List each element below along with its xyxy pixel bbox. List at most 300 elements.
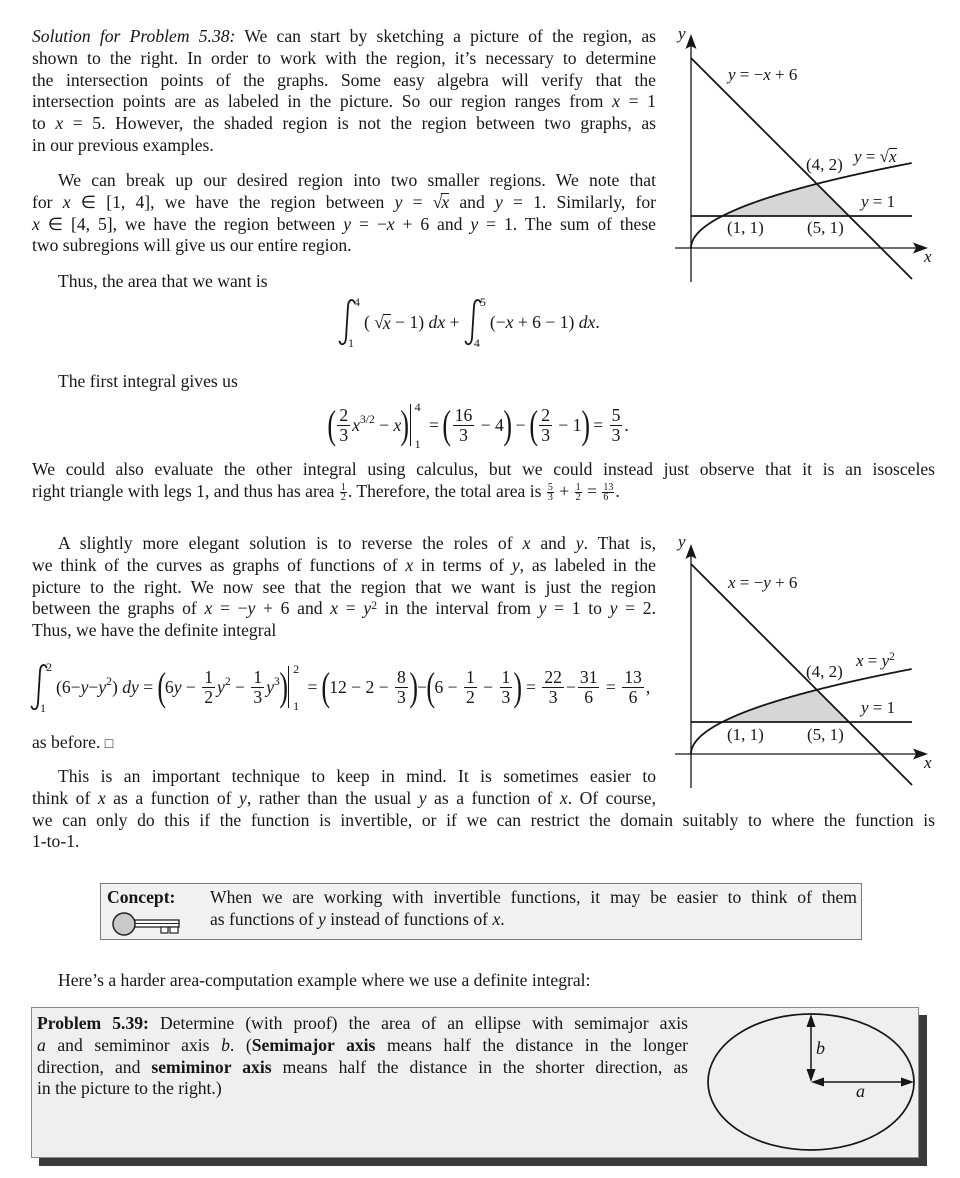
text-line: [32, 70, 656, 92]
differential: dx: [428, 311, 446, 332]
denominator: 3: [501, 686, 511, 707]
text-run: .: [500, 908, 505, 929]
upper-limit: 2: [46, 660, 52, 674]
text-run: as a function of: [426, 787, 560, 808]
point-label-1-1: (1, 1): [727, 218, 764, 237]
arrowhead-right: [901, 1078, 914, 1087]
numerator: 2: [541, 404, 551, 425]
denominator: 6: [603, 492, 609, 504]
math-variable: a: [37, 1034, 46, 1055]
math-variable: y: [609, 598, 618, 619]
paren: ): [580, 402, 590, 447]
math-variable: y: [511, 554, 520, 575]
math-run: −: [374, 414, 394, 435]
text-line: [32, 533, 656, 555]
math-run: =: [588, 414, 608, 435]
math-run: − 1: [554, 414, 582, 435]
line-label: [728, 65, 797, 85]
text-line: [32, 766, 656, 788]
text-run: = 1. The sum of these: [478, 213, 656, 234]
qed-square-icon: □: [104, 737, 114, 752]
text-run: to: [32, 113, 56, 134]
paren: ): [409, 664, 418, 709]
math-run: −: [565, 676, 576, 697]
text-run: in the interval from: [377, 598, 539, 619]
math-variable: x: [393, 414, 402, 435]
math-variable: x: [386, 213, 395, 234]
problem-heading: Problem 5.39:: [37, 1013, 149, 1033]
math-variable: y: [217, 676, 225, 697]
text-line: [32, 26, 656, 48]
equation-area-integrals: [338, 295, 600, 350]
text-run: = 1: [868, 698, 896, 717]
denominator: 3: [339, 424, 349, 445]
math-variable: x: [559, 787, 568, 808]
numerator: 1: [253, 666, 263, 687]
math-run: −: [417, 676, 428, 697]
text-run: + 6 and: [394, 213, 471, 234]
text-run: = 1: [619, 91, 656, 112]
math-variable: x: [352, 414, 360, 435]
math-run: (6−: [56, 676, 81, 697]
evaluation-bar: [287, 662, 303, 713]
math-run: .: [624, 414, 629, 435]
math-variable: y: [343, 213, 352, 234]
concept-text: [210, 887, 857, 931]
text-line: [210, 909, 857, 931]
denominator: 3: [611, 424, 621, 445]
text-line: [32, 598, 656, 620]
fraction: [202, 668, 215, 707]
problem-text: [37, 1013, 688, 1100]
math-variable: y: [266, 676, 274, 697]
math-run: −: [88, 676, 99, 697]
paren: (: [327, 402, 336, 447]
math-run: +: [445, 311, 464, 332]
x-axis-label: x: [924, 247, 932, 266]
math-run: ,: [645, 676, 651, 697]
text-run: ∈ [1, 4], we have the region between: [70, 191, 395, 212]
text-run: we can only do this if the function is invertible, or if we can restrict the domain suitably to where the function is: [32, 809, 935, 830]
math-variable: x: [728, 573, 736, 592]
math-variable: x: [856, 651, 864, 670]
math-variable: x: [505, 311, 514, 332]
text-run: right triangle with legs 1, and thus has area: [32, 480, 339, 501]
text-run: direction, and: [37, 1056, 152, 1077]
fraction: [578, 668, 600, 707]
numerator: 13: [624, 666, 642, 687]
text-run: picture to the right. We now see that the region that we want is just the region: [32, 576, 656, 597]
fraction: [340, 483, 347, 502]
evaluation-bar: [409, 400, 425, 451]
math-variable: y: [418, 787, 427, 808]
text-run: instead of functions of: [325, 908, 493, 929]
denominator: 3: [253, 686, 263, 707]
exponent: 2: [371, 598, 378, 612]
paragraph-triangle-area: [32, 459, 935, 503]
text-run: = 1 to: [546, 598, 610, 619]
integral: [338, 295, 364, 350]
text-line: [32, 48, 656, 70]
text-run: +: [554, 480, 574, 501]
math-variable: x: [382, 312, 391, 333]
text-line: [32, 113, 656, 135]
denominator: 2: [465, 686, 475, 707]
text-run: 1-to-1.: [32, 831, 80, 852]
bar-line: [288, 666, 289, 708]
text-run: as a function of: [105, 787, 239, 808]
denominator: 6: [628, 686, 638, 707]
text-run: = 1: [868, 192, 896, 211]
fraction: [500, 668, 513, 707]
text-line: [32, 135, 656, 157]
graph-canvas: [670, 526, 960, 796]
text-run: We can break up our desired region into two smaller regions. We note that: [58, 170, 656, 190]
math-variable: y: [494, 191, 503, 212]
text-line: [32, 192, 656, 214]
numerator: 22: [544, 666, 562, 687]
text-run: and: [530, 533, 576, 553]
upper-limit: 2: [293, 662, 300, 676]
concept-box: [100, 883, 862, 940]
text-line: [37, 1057, 688, 1079]
math-variable: x: [62, 191, 71, 212]
paragraph-solution-intro: [32, 26, 656, 157]
math-run: −: [230, 676, 250, 697]
text-run: means half the distance in the longer: [375, 1034, 689, 1055]
text-run: =: [863, 651, 882, 670]
text-line: [32, 788, 656, 810]
text-run: as functions of: [210, 908, 318, 929]
numerator: 1: [204, 666, 214, 687]
term-semimajor-axis: Semimajor axis: [251, 1034, 376, 1055]
text-line: [37, 1013, 688, 1035]
text-run: + 6 and: [255, 598, 331, 619]
text-run: = 2.: [617, 598, 656, 619]
harder-example-intro: Here’s a harder area-computation example where we use a definite integral:: [58, 970, 591, 990]
lower-limit: 1: [414, 437, 421, 451]
numerator: 16: [454, 404, 473, 425]
exponent: 2: [224, 674, 231, 688]
key-icon: [111, 911, 183, 937]
math-variable: y: [247, 598, 256, 619]
denominator: 3: [397, 686, 406, 707]
differential: dx: [578, 311, 596, 332]
text-line: [210, 887, 857, 909]
text-run: A slightly more elegant solution is to reverse the roles of: [58, 533, 523, 553]
line-x-minus-y-plus-6: [691, 564, 912, 785]
math-variable: y: [470, 213, 479, 234]
point-label-1-1: (1, 1): [727, 725, 764, 744]
text-run: between the graphs of: [32, 598, 205, 619]
concept-label-text: Concept:: [107, 887, 176, 907]
text-line: [32, 170, 656, 192]
math-variable: y: [318, 908, 326, 929]
paragraph-reverse-roles: [32, 533, 656, 642]
paragraph-area-we-want: Thus, the area that we want is: [58, 271, 268, 291]
text-line: [32, 555, 656, 577]
text-run: in terms of: [413, 554, 512, 575]
text-line: [32, 91, 656, 113]
text-run: as before.: [32, 732, 105, 752]
numerator: 31: [579, 666, 598, 687]
point-label-4-2: (4, 2): [806, 155, 843, 174]
fraction: [602, 483, 614, 502]
text-run: = −: [735, 573, 764, 592]
text-run: = −: [735, 65, 764, 84]
text-run: ∈ [4, 5], we have the region between: [39, 213, 344, 234]
graph-region-y-of-x: [670, 20, 960, 290]
numerator: 1: [340, 482, 346, 494]
math-variable: y: [173, 676, 182, 697]
math-run: −: [478, 676, 498, 697]
text-run: =: [582, 480, 602, 501]
math-run: .: [595, 311, 600, 332]
text-run: .: [615, 480, 620, 501]
text-run: and semiminor axis: [45, 1034, 222, 1055]
math-variable: x: [330, 598, 339, 619]
math-run: (: [364, 311, 375, 332]
fraction: [251, 668, 264, 707]
text-run: Thus, we have the definite integral: [32, 620, 277, 641]
text-line: [32, 810, 935, 832]
text-run: This is an important technique to keep in mind. It is sometimes easier to: [58, 766, 656, 786]
fraction: [547, 483, 554, 502]
fraction: [464, 668, 477, 707]
text-line: [37, 1078, 688, 1100]
text-line: [32, 214, 656, 236]
denominator: 3: [548, 686, 558, 707]
math-variable: x: [32, 213, 40, 234]
numerator: 8: [397, 666, 406, 687]
text-run: =: [338, 598, 364, 619]
upper-limit: 4: [414, 400, 421, 414]
text-run: We can start by sketching a picture of the region, as: [235, 26, 657, 46]
point-label-4-2: (4, 2): [806, 662, 843, 681]
math-variable: y: [80, 676, 89, 697]
math-variable: y: [575, 533, 584, 553]
fraction: [453, 406, 475, 445]
text-run: intersection points are as labeled in the picture. So our region ranges from: [32, 91, 613, 112]
paren: (: [321, 664, 330, 709]
text-line: [32, 235, 656, 257]
text-line: [32, 831, 935, 853]
math-variable: y: [728, 65, 736, 84]
math-variable: y: [239, 787, 247, 808]
fraction: [575, 483, 582, 502]
point-label-5-1: (5, 1): [807, 218, 844, 237]
math-run: −: [511, 414, 530, 435]
text-line: [32, 620, 656, 642]
math-variable: y: [538, 598, 547, 619]
denominator: 3: [459, 424, 468, 445]
hline-label: [861, 698, 895, 718]
equation-dy-integral: [30, 660, 651, 715]
paragraph-first-integral: The first integral gives us: [58, 371, 238, 391]
math-variable: y: [881, 651, 890, 670]
fraction: [622, 668, 644, 707]
paren: ): [400, 402, 410, 447]
math-run: − 4: [476, 414, 504, 435]
math-run: −: [181, 676, 201, 697]
arrowhead-up: [807, 1014, 816, 1027]
text-run: When we are working with invertible functions, it may be easier to think of them: [210, 887, 857, 907]
paren: ): [279, 664, 288, 709]
text-run: in the picture to the right.): [37, 1078, 222, 1099]
paren: (: [426, 664, 436, 709]
math-variable: x: [888, 147, 897, 166]
text-run: = −: [351, 213, 387, 234]
math-variable: x: [97, 787, 106, 808]
lower-limit: 1: [40, 701, 46, 715]
numerator: 5: [547, 482, 553, 494]
math-variable: x: [405, 554, 414, 575]
text-run: + 6: [770, 573, 798, 592]
text-run: and: [449, 191, 495, 212]
lower-limit: 1: [348, 336, 354, 350]
ellipse-figure: [700, 1005, 925, 1160]
label-b: b: [816, 1038, 825, 1058]
as-before-line: [32, 732, 113, 754]
math-variable: x: [55, 113, 64, 134]
arrowhead-down: [807, 1069, 816, 1082]
math-variable: x: [441, 191, 450, 212]
exponent: 3/2: [359, 412, 375, 426]
numerator: 5: [611, 404, 621, 425]
exponent: 2: [106, 674, 112, 688]
denominator: 3: [541, 424, 551, 445]
x-axis-label: x: [924, 753, 932, 772]
denominator: 6: [584, 686, 594, 707]
math-run: =: [601, 676, 621, 697]
text-line: [37, 1035, 688, 1057]
denominator: 3: [547, 492, 553, 504]
text-run: , as labeled in the: [519, 554, 656, 575]
graph-region-x-of-y: [670, 526, 960, 796]
label-a: a: [856, 1081, 865, 1101]
text-run: shown to the right. In order to work with the region, it’s necessary to determine: [32, 47, 656, 68]
paren: (: [529, 402, 538, 447]
fraction: [395, 668, 408, 707]
math-run: 6 −: [434, 676, 462, 697]
math-run: =: [303, 676, 322, 697]
math-variable: y: [861, 192, 869, 211]
text-run: = 1. Similarly, for: [502, 191, 656, 212]
fraction: [539, 406, 552, 445]
numerator: 1: [501, 666, 511, 687]
text-run: for: [32, 191, 63, 212]
math-variable: y: [763, 573, 771, 592]
text-line: [32, 459, 935, 481]
text-run: two subregions will give us our entire region.: [32, 235, 352, 256]
integral: [30, 660, 56, 715]
denominator: 2: [204, 686, 214, 707]
text-line: [32, 481, 935, 503]
fraction: [542, 668, 564, 707]
equation-first-integral: [328, 400, 629, 450]
math-run: =: [424, 414, 444, 435]
radical-sign: √: [374, 311, 384, 332]
text-run: =: [402, 191, 433, 212]
differential: dy: [122, 676, 139, 697]
fraction: [610, 406, 623, 445]
exponent: 3: [274, 674, 280, 688]
text-run: + 6: [770, 65, 798, 84]
math-run: 12 − 2 −: [329, 676, 394, 697]
point-label-5-1: (5, 1): [807, 725, 844, 744]
text-run: we think of the curves as graphs of functions of: [32, 554, 406, 575]
y-axis-label: y: [678, 24, 686, 43]
math-variable: b: [221, 1034, 230, 1055]
y-axis-label: y: [678, 532, 686, 551]
arrowhead-left: [811, 1078, 824, 1087]
upper-limit: 4: [354, 295, 360, 309]
bar-line: [410, 404, 411, 446]
radical-sign: √: [432, 191, 443, 212]
math-run: (−: [489, 311, 506, 332]
text-run: , rather than the usual: [246, 787, 419, 808]
text-run: =: [861, 147, 880, 166]
numerator: 1: [465, 666, 475, 687]
paren: ): [513, 664, 523, 709]
paren: (: [156, 664, 166, 709]
text-line: [32, 577, 656, 599]
math-variable: y: [98, 676, 107, 697]
line-label: [728, 573, 797, 593]
math-run: =: [521, 676, 541, 697]
math-run: ): [111, 676, 123, 697]
numerator: 13: [603, 482, 614, 494]
paragraph-break-region: [32, 170, 656, 257]
text-run: in our previous examples.: [32, 134, 214, 155]
math-run: − 1): [390, 311, 429, 332]
curve-label: [854, 147, 897, 167]
numerator: 2: [339, 404, 349, 425]
denominator: 2: [340, 492, 346, 504]
math-run: 6: [164, 676, 174, 697]
text-run: means half the distance in the shorter direction, as: [271, 1056, 688, 1077]
curve-label: [856, 651, 895, 673]
term-semiminor-axis: semiminor axis: [151, 1056, 272, 1077]
upper-limit: 5: [479, 295, 486, 309]
numerator: 1: [575, 482, 581, 494]
shaded-region: [722, 690, 847, 722]
fraction: [337, 406, 350, 445]
text-run: Determine (with proof) the area of an ellipse with semimajor axis: [148, 1013, 688, 1033]
lower-limit: 1: [293, 699, 300, 713]
text-run: think of: [32, 787, 98, 808]
math-variable: x: [763, 65, 771, 84]
text-run: . (: [229, 1034, 252, 1055]
math-run: =: [138, 676, 158, 697]
text-run: . That is,: [583, 533, 656, 553]
solution-heading: Solution for Problem 5.38:: [32, 26, 236, 46]
radical-sign: √: [879, 147, 889, 166]
concept-label: [107, 887, 175, 909]
math-variable: y: [861, 698, 869, 717]
math-run: + 6 − 1): [513, 311, 579, 332]
math-variable: x: [612, 91, 620, 112]
lower-limit: 4: [473, 336, 480, 350]
text-run: = −: [212, 598, 248, 619]
math-variable: x: [522, 533, 531, 553]
text-run: We could also evaluate the other integral using calculus, but we could instead just observe that it is an isosceles: [32, 459, 935, 479]
text-run: the intersection points of the graphs. Some easy algebra will verify that the: [32, 69, 656, 90]
math-variable: y: [363, 598, 372, 619]
math-variable: y: [394, 191, 403, 212]
exponent: 2: [889, 651, 895, 664]
shaded-region: [722, 184, 847, 216]
